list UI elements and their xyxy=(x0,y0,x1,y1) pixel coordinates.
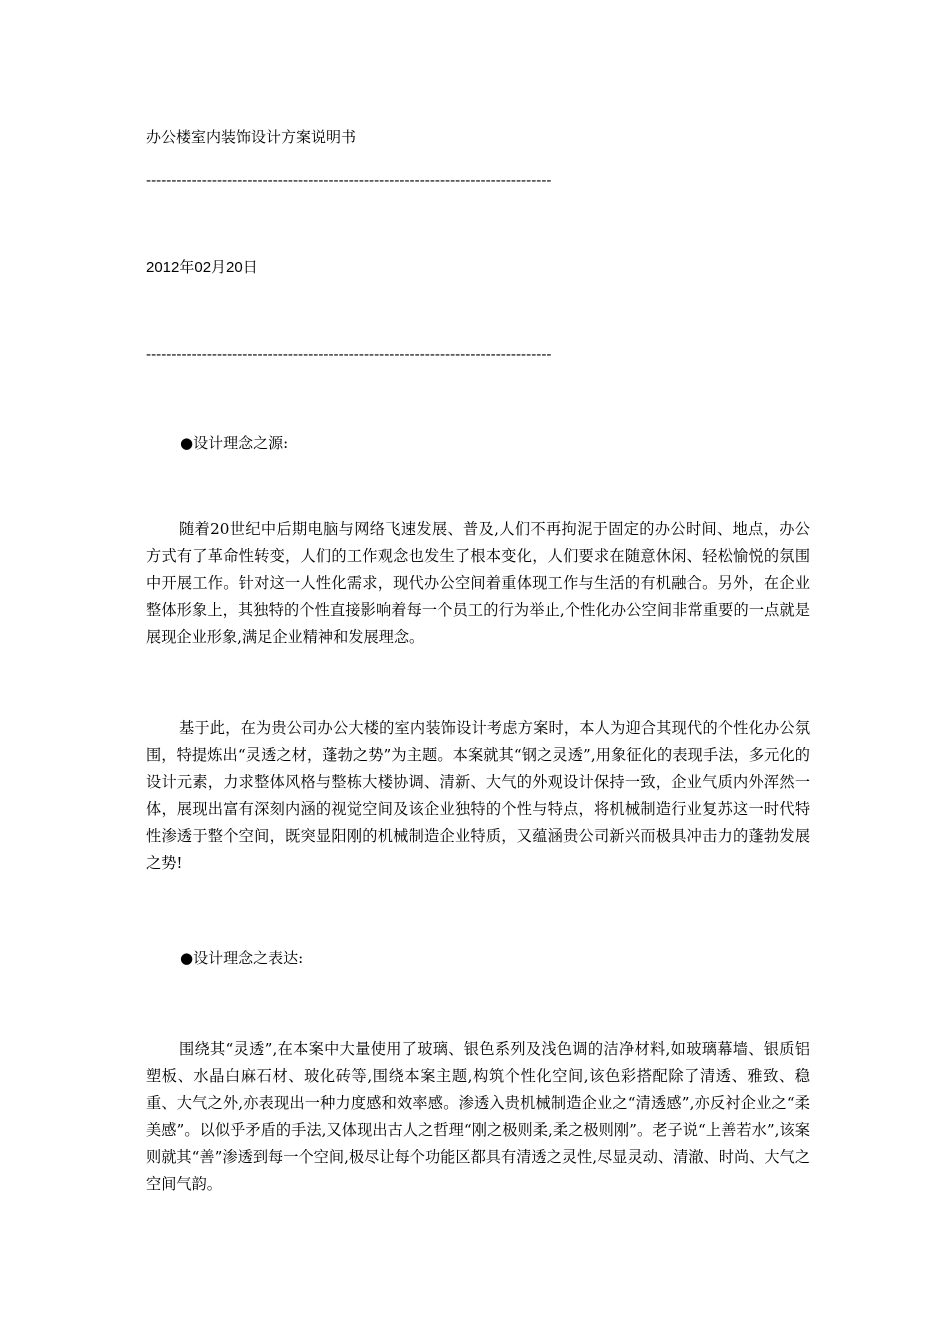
dashed-divider: -------------------------------------------------------------------------------- xyxy=(146,171,552,189)
document-title: 办公楼室内装饰设计方案说明书 xyxy=(146,128,357,146)
section-heading-source: ●设计理念之源: xyxy=(180,434,289,452)
section-heading-expression: ●设计理念之表达: xyxy=(180,949,304,967)
paragraph: 随着20世纪中后期电脑与网络飞速发展、普及,人们不再拘泥于固定的办公时间、地点，办公方式有了革命性转变，人们的工作观念也发生了根本变化，人们要求在随意休闲、轻松愉悦的氛围中开展工作。针对这一人性化需求，现代办公空间着重体现工作与生活的有机融合。另外，在企业整体形象上，其独特的个性直接影响着每一个员工的行为举止,个性化办公空间非常重要的一点就是展现企业形象,满足企业精神和发展理念。 xyxy=(146,520,810,646)
paragraph: 围绕其“灵透”,在本案中大量使用了玻璃、银色系列及浅色调的洁净材料,如玻璃幕墙、银质铝塑板、水晶白麻石材、玻化砖等,围绕本案主题,构筑个性化空间,该色彩搭配除了清透、雅致、稳重、大气之外,亦表现出一种力度感和效率感。渗透入贵机械制造企业之“清透感”,亦反衬企业之“柔美感”。以似乎矛盾的手法,又体现出古人之哲理“刚之极则柔,柔之极则刚”。老子说“上善若水”,该案则就其“善”渗透到每一个空间,极尽让每个功能区都具有清透之灵性,尽显灵动、清澈、时尚、大气之空间气韵。 xyxy=(146,1040,810,1193)
paragraph: 基于此，在为贵公司办公大楼的室内装饰设计考虑方案时，本人为迎合其现代的个性化办公氛围，特提炼出“灵透之材，蓬勃之势”为主题。本案就其“钢之灵透”,用象征化的表现手法，多元化的设计元素，力求整体风格与整栋大楼协调、清新、大气的外观设计保持一致，企业气质内外浑然一体，展现出富有深刻内涵的视觉空间及该企业独特的个性与特点，将机械制造行业复苏这一时代特性渗透于整个空间，既突显阳刚的机械制造企业特质，又蕴涵贵公司新兴而极具冲击力的蓬勃发展之势! xyxy=(146,719,810,872)
dashed-divider: -------------------------------------------------------------------------------- xyxy=(146,345,552,363)
document-date: 2012年02月20日 xyxy=(146,259,258,276)
